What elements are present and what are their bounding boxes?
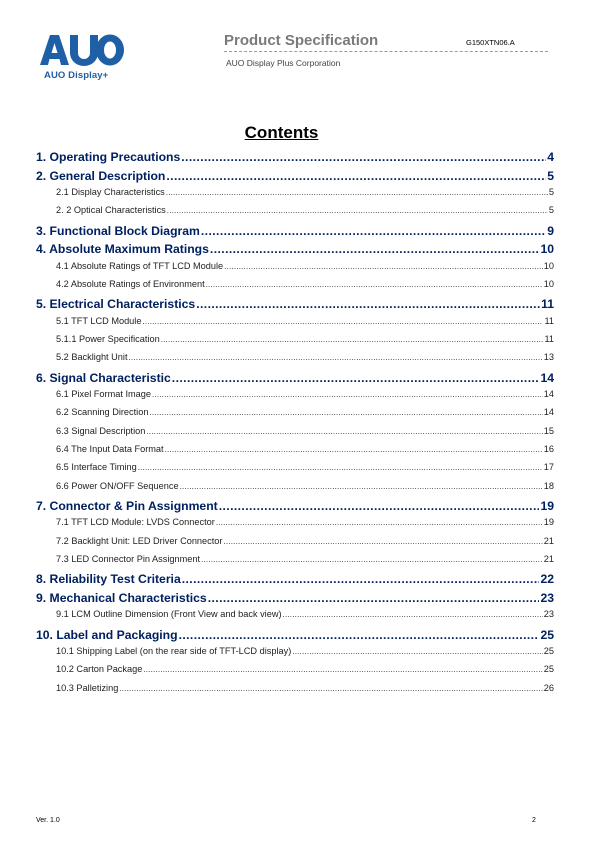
toc-entry-label: 5.2 Backlight Unit bbox=[56, 352, 128, 363]
toc-entry-page: 23 bbox=[543, 609, 554, 620]
toc-entry-page: 10 bbox=[540, 242, 554, 257]
toc-entry-label: 10.3 Palletizing bbox=[56, 682, 119, 693]
toc-entry-page: 5 bbox=[547, 168, 554, 183]
toc-dot-leader bbox=[165, 445, 543, 454]
toc-section-entry[interactable] bbox=[36, 628, 554, 647]
toc-subsection-entry[interactable] bbox=[36, 407, 554, 425]
toc-entry-page: 25 bbox=[543, 664, 554, 675]
toc-entry-label: 6.1 Pixel Format Image bbox=[56, 389, 151, 400]
toc-entry-page: 21 bbox=[543, 535, 554, 546]
toc-entry-label: 5. Electrical Characteristics bbox=[36, 297, 196, 312]
toc-entry-label: 3. Functional Block Diagram bbox=[36, 223, 200, 238]
toc-dot-leader bbox=[167, 206, 548, 215]
toc-dot-leader bbox=[146, 427, 542, 436]
toc-dot-leader bbox=[161, 335, 544, 344]
toc-entry-page: 18 bbox=[543, 480, 554, 491]
toc-dot-leader bbox=[208, 591, 540, 605]
toc-dot-leader bbox=[206, 280, 543, 289]
toc-entry-page: 14 bbox=[540, 370, 554, 385]
toc-dot-leader bbox=[172, 371, 540, 385]
toc-entry-page: 4 bbox=[547, 150, 554, 164]
toc-dot-leader bbox=[129, 353, 543, 362]
toc-dot-leader bbox=[149, 408, 542, 417]
toc-entry-page: 14 bbox=[543, 389, 554, 400]
toc-entry-label: 7.3 LED Connector Pin Assignment bbox=[56, 553, 201, 564]
toc-entry-page: 25 bbox=[540, 627, 554, 642]
toc-entry-page: 19 bbox=[543, 517, 554, 528]
toc-entry-page: 25 bbox=[543, 646, 554, 657]
toc-entry-label: 9. Mechanical Characteristics bbox=[36, 590, 207, 605]
toc-entry-page: 5 bbox=[548, 187, 554, 197]
toc-entry-page: 11 bbox=[544, 315, 554, 326]
toc-section-entry[interactable] bbox=[36, 499, 554, 518]
toc-entry-label: 6.5 Interface Timing bbox=[56, 462, 137, 473]
toc-dot-leader bbox=[182, 572, 540, 586]
toc-entry-page: 16 bbox=[543, 443, 554, 454]
toc-entry-page: 13 bbox=[543, 352, 554, 363]
toc-entry-label: 6.3 Signal Description bbox=[56, 425, 146, 436]
toc-subsection-entry[interactable] bbox=[36, 462, 554, 480]
toc-subsection-entry[interactable] bbox=[36, 664, 554, 682]
toc-dot-leader bbox=[223, 537, 542, 546]
toc-entry-label: 9.1 LCM Outline Dimension (Front View and back view) bbox=[56, 609, 282, 620]
toc-entry-page: 22 bbox=[540, 572, 554, 587]
toc-entry-label: 5.1.1 Power Specification bbox=[56, 333, 160, 344]
toc-entry-label: 10.2 Carton Package bbox=[56, 664, 143, 675]
toc-entry-page: 17 bbox=[543, 462, 554, 473]
toc-section-entry[interactable] bbox=[36, 572, 554, 591]
toc-dot-leader bbox=[283, 610, 543, 619]
toc-section-entry[interactable] bbox=[36, 169, 554, 188]
toc-subsection-entry[interactable] bbox=[36, 536, 554, 554]
toc-entry-page: 23 bbox=[540, 590, 554, 605]
toc-entry-label: 6.6 Power ON/OFF Sequence bbox=[56, 480, 179, 491]
toc-entry-page: 11 bbox=[544, 333, 554, 344]
toc-entry-page: 5 bbox=[548, 205, 554, 216]
toc-subsection-entry[interactable] bbox=[36, 187, 554, 205]
toc-entry-label: 2. General Description bbox=[36, 168, 166, 183]
toc-dot-leader bbox=[201, 224, 546, 238]
toc-entry-page: 19 bbox=[540, 498, 554, 513]
toc-dot-leader bbox=[166, 169, 546, 183]
toc-subsection-entry[interactable] bbox=[36, 352, 554, 370]
toc-dot-leader bbox=[143, 665, 542, 674]
toc-subsection-entry[interactable] bbox=[36, 261, 554, 279]
logo-subtitle: AUO Display+ bbox=[44, 70, 109, 81]
toc-subsection-entry[interactable] bbox=[36, 389, 554, 407]
toc-entry-label: 10.1 Shipping Label (on the rear side of TFT-LCD display) bbox=[56, 646, 292, 657]
toc-entry-page: 21 bbox=[543, 553, 554, 564]
toc-subsection-entry[interactable] bbox=[36, 444, 554, 462]
toc-dot-leader bbox=[180, 482, 543, 491]
toc-section-entry[interactable] bbox=[36, 224, 554, 243]
toc-dot-leader bbox=[119, 684, 542, 693]
auo-logo-mark bbox=[40, 34, 124, 66]
toc-subsection-entry[interactable] bbox=[36, 481, 554, 499]
document-title: Product Specification bbox=[224, 32, 379, 49]
toc-entry-label: 2.1 Display Characteristics bbox=[56, 187, 165, 197]
toc-subsection-entry[interactable] bbox=[36, 517, 554, 535]
toc-dot-leader bbox=[181, 150, 546, 164]
toc-entry-page: 9 bbox=[547, 223, 554, 238]
toc-dot-leader bbox=[152, 390, 543, 399]
toc-entry-page: 14 bbox=[543, 407, 554, 418]
toc-subsection-entry[interactable] bbox=[36, 205, 554, 223]
toc-section-entry[interactable] bbox=[36, 242, 554, 261]
header-divider bbox=[224, 51, 548, 52]
footer-page-number: 2 bbox=[532, 817, 536, 824]
toc-entry-label: 7.1 TFT LCD Module: LVDS Connector bbox=[56, 517, 215, 528]
model-number: G150XTN06.A bbox=[466, 38, 515, 47]
contents-heading: Contents bbox=[244, 123, 319, 142]
toc-subsection-entry[interactable] bbox=[36, 683, 554, 701]
toc-entry-label: 4.1 Absolute Ratings of TFT LCD Module bbox=[56, 260, 224, 271]
toc-entry-label: 6. Signal Characteristic bbox=[36, 370, 171, 385]
toc-dot-leader bbox=[201, 555, 543, 564]
toc-subsection-entry[interactable] bbox=[36, 334, 554, 352]
toc-subsection-entry[interactable] bbox=[36, 279, 554, 297]
toc-dot-leader bbox=[138, 463, 543, 472]
toc-entry-label: 10. Label and Packaging bbox=[36, 627, 178, 642]
toc-subsection-entry[interactable] bbox=[36, 554, 554, 572]
table-of-contents bbox=[36, 150, 554, 701]
toc-entry-label: 7. Connector & Pin Assignment bbox=[36, 498, 218, 513]
toc-dot-leader bbox=[219, 499, 540, 513]
toc-entry-label: 8. Reliability Test Criteria bbox=[36, 572, 181, 587]
toc-subsection-entry[interactable] bbox=[36, 426, 554, 444]
toc-section-entry[interactable] bbox=[36, 297, 554, 316]
toc-entry-label: 5.1 TFT LCD Module bbox=[56, 315, 142, 326]
toc-entry-label: 2. 2 Optical Characteristics bbox=[56, 205, 166, 216]
toc-dot-leader bbox=[224, 262, 543, 271]
toc-entry-label: 4.2 Absolute Ratings of Environment bbox=[56, 278, 205, 289]
toc-entry-page: 11 bbox=[541, 297, 554, 312]
toc-entry-label: 7.2 Backlight Unit: LED Driver Connector bbox=[56, 535, 223, 546]
toc-entry-label: 4. Absolute Maximum Ratings bbox=[36, 242, 209, 257]
toc-dot-leader bbox=[196, 297, 540, 311]
toc-subsection-entry[interactable] bbox=[36, 316, 554, 334]
toc-entry-page: 10 bbox=[543, 278, 554, 289]
toc-dot-leader bbox=[210, 242, 540, 256]
toc-entry-label: 6.2 Scanning Direction bbox=[56, 407, 149, 418]
toc-entry-label: 6.4 The Input Data Format bbox=[56, 443, 164, 454]
toc-section-entry[interactable] bbox=[36, 150, 554, 169]
toc-section-entry[interactable] bbox=[36, 371, 554, 390]
toc-dot-leader bbox=[142, 317, 543, 326]
toc-section-entry[interactable] bbox=[36, 591, 554, 610]
toc-dot-leader bbox=[166, 188, 548, 197]
toc-subsection-entry[interactable] bbox=[36, 646, 554, 664]
toc-dot-leader bbox=[292, 647, 543, 656]
toc-entry-page: 15 bbox=[543, 425, 554, 436]
toc-entry-page: 26 bbox=[543, 682, 554, 693]
toc-entry-page: 10 bbox=[543, 260, 554, 271]
footer-version: Ver. 1.0 bbox=[36, 817, 60, 824]
toc-dot-leader bbox=[216, 518, 543, 527]
toc-entry-label: 1. Operating Precautions bbox=[36, 150, 181, 164]
company-name: AUO Display Plus Corporation bbox=[226, 58, 341, 68]
toc-subsection-entry[interactable] bbox=[36, 609, 554, 627]
toc-dot-leader bbox=[179, 628, 540, 642]
